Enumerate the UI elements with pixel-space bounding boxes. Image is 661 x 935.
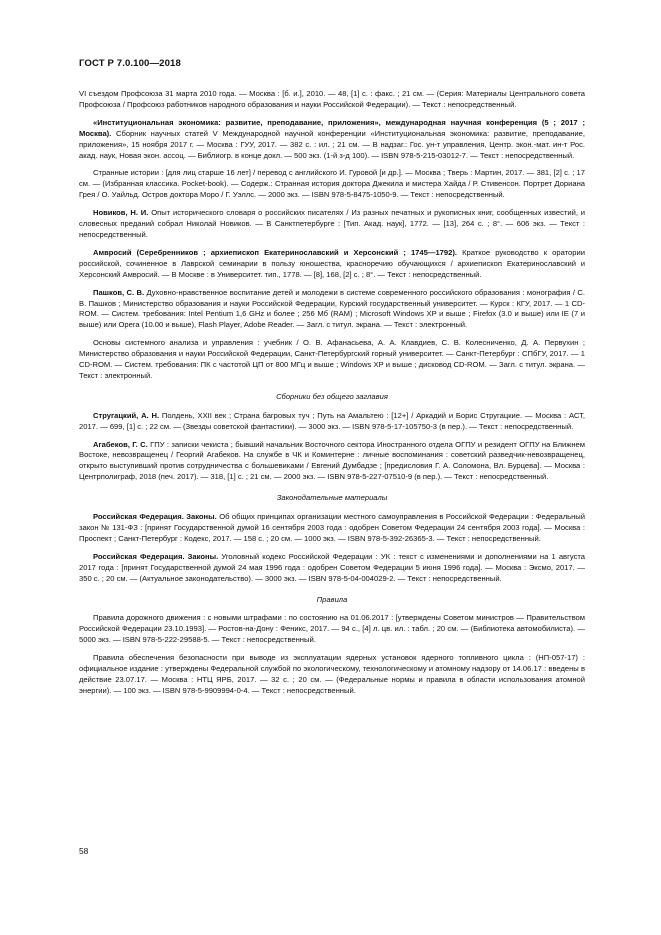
entry-text: Странные истории : [для лиц старше 16 лет] / перевод с английского И. Гуровой [и др.]. — Москва ; Тверь : Мартин, 2017. — 381, [2] с. ; 17 см. — (Избранная классика. Pocket-book). — Содерж.: Странная история доктора Джекила и мистера Хайда / Р. Стивенсон. Портрет Дориана Грея / О. Уайльд. Остров доктора Моро / Г. Уэллс. — 2000 экз. — ISBN 978-5-8475-1050-9. — Текст : непосредственный. (79, 168, 585, 200)
entry-heading: Российская Федерация. Законы. (93, 512, 217, 522)
bibliographic-entry (79, 338, 585, 382)
bibliographic-entry (79, 89, 585, 111)
page-number: 58 (79, 846, 89, 856)
page-header: ГОСТ Р 7.0.100—2018 (79, 58, 181, 69)
entry-text: Об общих принципах организации местного самоуправления в Российской Федерации : Федеральный закон № 131-ФЗ : [принят Государственной думой 16 сентября 2003 года : одобрен Советом Федерации 24 сентября 2003 года]. — Москва : Проспект ; Санкт-Петербург : Кодекс, 2017. — 158 с. ; 20 см. — 1000 экз. — ISBN 978-5-392-26365-3. — Текст : непосредственный. (79, 512, 585, 543)
entry-heading: Стругацкий, А. Н. (93, 410, 160, 420)
entry-text: Правила обеспечения безопасности при выводе из эксплуатации ядерных установок ядерного топливного цикла : (НП-057-17) : официальное издание : утверждены Федеральной службой по экологическому, технологическому и атомному надзору от 14.06.17 : введены в действие 23.07.17. — Москва : НТЦ ЯРБ, 2017. — 32 с. ; 20 см. — (Федеральные нормы и правила в области использования атомной энергии). — 100 экз. — ISBN 978-5-9909994-0-4. — Текст : непосредственный. (79, 653, 585, 695)
entry-text: Опыт исторического словаря о российских писателях / Из разных печатных и рукописных книг, сообщенных известий, и словесных преданий собрал Николай Новиков. — В Санктпетербурге : [Тип. Акад. наук], 1772. — [13], 264 с. ; 8°. — 606 экз. — Текст : непосредственный. (79, 208, 585, 239)
entry-heading: Новиков, Н. И. (93, 208, 149, 218)
entry-text: Правила дорожного движения : с новыми штрафами : по состоянию на 01.06.2017 : [утверждены Советом министров — Правительством Российской Федерации 23.10.1993]. — Ростов-на-Дону : Феникс, 2017. — 94 с., [4] л. цв. ил. : табл. ; 20 см. — (Библиотека автомобилиста). — 5000 экз. — ISBN 978-5-222-29588-5. — Текст : непосредственный. (79, 613, 585, 645)
entry-text: Уголовный кодекс Российской Федерации : УК : текст с изменениями и дополнениями на 1 августа 2017 года : [принят Государственной думой 24 мая 1996 года : одобрен Советом Федерации 5 июня 1996 года]. — Москва : Эксмо, 2017. — 350 с. ; 20 см. — (Актуальное законодательство). — 3000 экз. — ISBN 978-5-04-004029-2. — Текст : непосредственный. (79, 551, 585, 583)
entry-heading: Пашков, С. В. (93, 287, 145, 297)
entry-text: Основы системного анализа и управления : учебник / О. В. Афанасьева, А. А. Клавдиев, С. В. Колесниченко, Д. А. Первухин ; Министерство образования и науки Российской Федерации, Санкт-Петербургский горный университет. — Санкт-Петербург : СПбГУ, 2017. — 1 CD-ROM. — Систем. требования: ПК с частотой ЦП от 800 МГц и выше ; Windows XP и выше ; дисковод CD-ROM. — Загл. с титул. экрана. — Текст : электронный. (79, 338, 585, 380)
entry-text: Духовно-нравственное воспитание детей и молодежи в системе современного российского образования : монография / С. В. Пашков ; Министерство образования и науки Российской Федерации, Курский государственный университет. — Курск : КГУ, 2017. — 1 CD-ROM. — Систем. требования: Intel Pentium 1,6 GHz и более ; 256 Мб (RAM) ; Microsoft Windows XP и выше ; Firefox (3.0 и выше) или IE (7 и выше) или Opera (10.00 и выше), Flash Player, Adobe Reader. — Загл. с титул. экрана. — Текст : электронный. (79, 287, 585, 330)
entry-heading: Агабеков, Г. С. (93, 439, 148, 449)
bibliographic-entry (79, 552, 585, 585)
entry-text: ГПУ : записки чекиста ; бывший начальник Восточного сектора Иностранного отдела ОГПУ и резидент ОГПУ на Ближнем Востоке, невозвращенец / Георгий Агабеков. На службе в ЧК и Коминтерне : личные воспоминания : советский разведчик-невозвращенец, открыто выступивший против сотрудничества с большевиками / Евгений Думбадзе ; [предисловия Г. А. Соломона, Вл. Бурцева]. — Москва : Центрполиграф, 2018 (печ. 2017). — 318, [1] с. ; 21 см. — 2000 экз. — ISBN 978-5-227-07510-9 (в пер.). — Текст : непосредственный. (79, 439, 585, 482)
entry-text: Полдень, XXII век ; Страна багровых туч ; Путь на Амальтею : [12+] / Аркадий и Борис Стругацкие. — Москва : АСТ, 2017. — 699, [1] с. ; 22 см. — (Звезды советской фантастики). — 3000 экз. — ISBN 978-5-17-105750-3 (в пер.). — Текст : непосредственный. (79, 410, 585, 431)
bibliographic-entry (79, 653, 585, 697)
entry-heading: Российская Федерация. Законы. (93, 551, 219, 561)
entry-heading: Амвросий (Серебренников ; архиепископ Екатеринославский и Херсонский ; 1745—1792). (93, 247, 457, 257)
bibliographic-entry (79, 411, 585, 433)
section-heading: Правила (316, 594, 348, 604)
bibliographic-entry (79, 613, 585, 646)
section-heading: Законодательные материалы (276, 493, 388, 503)
entry-text: Краткое руководство к оратории российской, сочиненное в Лаврской семинарии в пользу юношества, красноречию обучающихся / архиепископ Екатеринославский и Херсонский Амвросий. — В Москве : в Университет. тип., 1778. — [8], 168, [2] с. ; 8°. — Текст : непосредственный. (79, 247, 585, 279)
bibliographic-entry (79, 288, 585, 332)
bibliographic-entry (79, 248, 585, 281)
bibliographic-entry (79, 168, 585, 201)
bibliographic-entry (79, 440, 585, 484)
entry-text: Сборник научных статей V Международной научной конференции «Институциональная экономика: развитие, преподавание, приложения», 15 ноября 2017 г. — Москва : ГУУ, 2017. — 382 с. : ил. ; 21 см. — В надзаг.: Гос. ун-т управления, Центр. экон.-мат. ин-т Рос. акад. наук, Новая экон. ассоц. — Библиогр. в конце докл. — 500 экз. (1-й з-д 100). — ISBN 978-5-215-03012-7. — Текст : непосредственный. (79, 128, 585, 160)
bibliographic-entry (79, 512, 585, 545)
document-body (79, 89, 585, 704)
section-heading: Сборники без общего заглавия (276, 391, 388, 401)
bibliographic-entry (79, 118, 585, 162)
bibliographic-entry (79, 208, 585, 241)
entry-heading: «Институциональная экономика: развитие, преподавание, приложения», международная научная конференция (5 ; 2017 ; Москва). (79, 117, 585, 138)
entry-text: VI съездом Профсоюза 31 марта 2010 года. — Москва : [б. и.], 2010. — 48, [1] с. : факс. ; 21 см. — (Серия: Материалы Центрального совета Профсоюза / Профсоюз работников народного образования и науки Российской Федерации). — Текст : непосредственный. (79, 89, 585, 109)
